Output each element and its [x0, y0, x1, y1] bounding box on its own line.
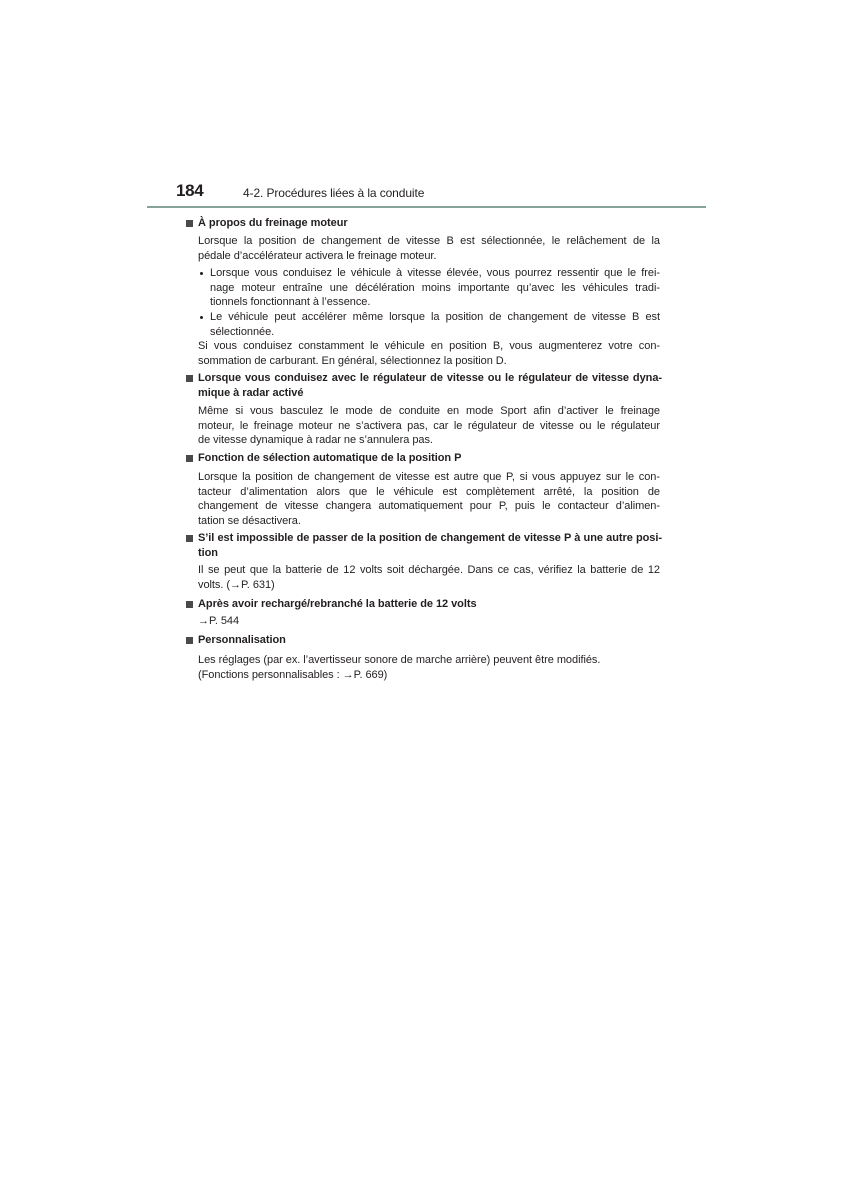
- text-line: Lorsque vous conduisez le véhicule à vitesse élevée, vous pourrez ressentir que le frei-: [210, 267, 660, 279]
- paragraph: [198, 563, 660, 592]
- heading-line: S’il est impossible de passer de la position de changement de vitesse P à une autre posi-: [198, 532, 662, 544]
- text-line: Même si vous basculez le mode de conduite en mode Sport afin d’activer le freinage: [198, 405, 660, 417]
- header-rule: [147, 206, 706, 208]
- heading-line: Fonction de sélection automatique de la position P: [198, 452, 462, 464]
- text-line: Lorsque la position de changement de vitesse est autre que P, si vous appuyez sur le con-: [198, 471, 660, 483]
- text-line: de vitesse dynamique à radar ne s’annulera pas.: [198, 434, 433, 446]
- text-line: pédale d’accélérateur activera le freinage moteur.: [198, 249, 437, 262]
- text-line: sélectionnée.: [210, 325, 275, 338]
- cross-reference-line: volts. (→P. 631): [198, 578, 275, 591]
- bullet-item: [210, 310, 660, 339]
- square-bullet-icon: [186, 601, 193, 608]
- heading-line: Après avoir rechargé/rebranché la batterie de 12 volts: [198, 598, 477, 610]
- bullet-icon: [200, 272, 203, 275]
- square-bullet-icon: [186, 220, 193, 227]
- text-line: Le véhicule peut accélérer même lorsque la position de changement de vitesse B est: [210, 311, 660, 323]
- bullet-icon: [200, 316, 203, 319]
- text-line: Si vous conduisez constamment le véhicule en position B, vous augmenterez votre con-: [198, 340, 660, 352]
- heading-line: À propos du freinage moteur: [198, 217, 348, 229]
- text-line: moteur, le freinage moteur ne s’activera pas, car le régulateur de vitesse ou le régulateur: [198, 419, 660, 432]
- cross-reference-line: →P. 544: [198, 615, 240, 627]
- square-bullet-icon: [186, 535, 193, 542]
- text-line: changement de vitesse changera automatiquement pour P, puis le contacteur d’alimen-: [198, 500, 660, 512]
- paragraph: [198, 339, 660, 368]
- section-heading: [198, 371, 660, 400]
- text-line: Les réglages (par ex. l’avertisseur sonore de marche arrière) peuvent être modifiés.: [198, 654, 601, 666]
- bullet-item: [210, 266, 660, 310]
- section-heading: [198, 451, 660, 466]
- paragraph: [198, 614, 660, 629]
- square-bullet-icon: [186, 455, 193, 462]
- heading-line: mique à radar activé: [198, 386, 304, 399]
- section-heading: [198, 216, 660, 231]
- text-line: tacteur d’alimentation alors que le véhicule est complètement arrêté, la position de: [198, 485, 660, 498]
- text-line: tation se désactivera.: [198, 514, 301, 527]
- text-line: Lorsque la position de changement de vitesse B est sélectionnée, le relâchement de la: [198, 235, 660, 247]
- section-heading: [198, 531, 660, 560]
- heading-line: tion: [198, 546, 218, 559]
- paragraph: [198, 470, 660, 528]
- text-line: nage moteur entraîne une décélération moins importante qu’avec les véhicules tradi-: [210, 281, 660, 294]
- cross-reference-line: (Fonctions personnalisables : →P. 669): [198, 668, 388, 681]
- section-heading: [198, 597, 660, 612]
- text-line: tionnels fonctionnant à l’essence.: [210, 296, 371, 308]
- square-bullet-icon: [186, 637, 193, 644]
- page-number: 184: [176, 181, 204, 200]
- heading-line: Personnalisation: [198, 634, 286, 646]
- square-bullet-icon: [186, 375, 193, 382]
- section-heading: [198, 633, 660, 648]
- text-line: Il se peut que la batterie de 12 volts soit déchargée. Dans ce cas, vérifiez la batterie de 12: [198, 564, 660, 576]
- heading-line: Lorsque vous conduisez avec le régulateur de vitesse ou le régulateur de vitesse dyna-: [198, 372, 662, 384]
- paragraph: [198, 404, 660, 448]
- paragraph: [198, 234, 660, 263]
- running-header-title: 4-2. Procédures liées à la conduite: [243, 186, 425, 200]
- paragraph: [198, 653, 660, 682]
- text-line: sommation de carburant. En général, sélectionnez la position D.: [198, 354, 507, 367]
